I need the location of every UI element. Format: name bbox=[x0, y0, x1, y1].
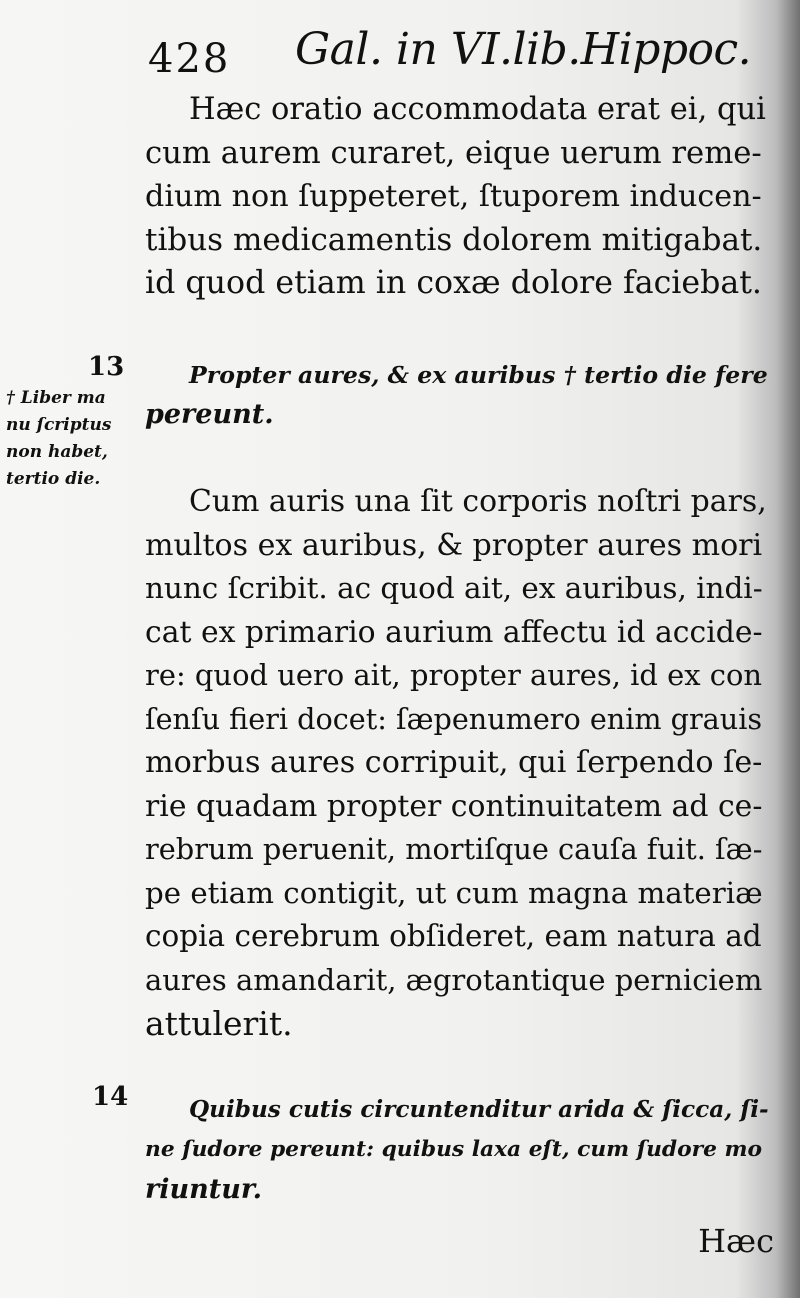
text-line: multos ex auribus, & propter aures mori bbox=[145, 527, 763, 563]
aphorism-13-text bbox=[145, 355, 775, 435]
text-line: copia cerebrum obſideret, eam natura ad bbox=[145, 919, 762, 953]
text-line: riuntur. bbox=[145, 1174, 262, 1205]
running-title: Gal. in VI.lib.Hippoc. bbox=[295, 24, 752, 75]
text-line: id quod etiam in coxæ dolore faciebat. bbox=[145, 265, 762, 301]
text-line: Hæc oratio accommodata erat ei, qui bbox=[189, 92, 766, 127]
text-line: attulerit. bbox=[145, 1004, 293, 1043]
text-line: pe etiam contigit, ut cum magna materiæ bbox=[145, 875, 763, 910]
note-line: † Liber ma bbox=[6, 388, 106, 408]
aphorism-number-13: 13 bbox=[88, 352, 125, 382]
text-line: tibus medicamentis dolorem mitigabat. bbox=[145, 221, 763, 258]
text-line: ſenſu fieri docet: ſæpenumero enim grauis bbox=[145, 701, 763, 736]
marginal-note bbox=[6, 385, 136, 493]
text-line: nunc ſcribit. ac quod ait, ex auribus, indi- bbox=[145, 571, 763, 605]
aphorism-14-text bbox=[145, 1090, 775, 1210]
text-line: rebrum peruenit, mortiſque cauſa fuit. ſæ- bbox=[145, 832, 763, 866]
text-line: cat ex primario aurium affectu id accide- bbox=[145, 614, 763, 650]
text-line: Quibus cutis circuntenditur arida & ſicca, ſi- bbox=[189, 1096, 769, 1123]
text-line: aures amandarit, ægrotantique perniciem bbox=[145, 962, 763, 997]
text-line: morbus aures corripuit, qui ſerpendo ſe- bbox=[145, 745, 763, 780]
text-line: Propter aures, & ex auribus † tertio die fere bbox=[189, 361, 768, 389]
text-line: rie quadam propter continuitatem ad ce- bbox=[145, 788, 763, 824]
commentary-paragraph-2 bbox=[145, 480, 775, 1046]
text-line: Cum auris una ſit corporis noſtri pars, bbox=[189, 484, 767, 519]
catchword: Hæc bbox=[698, 1222, 774, 1260]
note-line: tertio die. bbox=[6, 469, 101, 489]
text-line: pereunt. bbox=[145, 399, 274, 430]
aphorism-number-14: 14 bbox=[92, 1082, 129, 1112]
note-line: nu ſcriptus bbox=[6, 415, 112, 435]
text-line: re: quod uero ait, propter aures, id ex con bbox=[145, 658, 763, 692]
text-line: cum aurem curaret, eique uerum reme- bbox=[145, 135, 762, 171]
page-header bbox=[140, 18, 780, 88]
text-line: ne ſudore pereunt: quibus laxa eſt, cum ſudore mo bbox=[145, 1137, 763, 1162]
text-line: dium non ſuppeteret, ſtuporem inducen- bbox=[145, 179, 762, 214]
page-number: 428 bbox=[148, 36, 231, 82]
commentary-paragraph-1 bbox=[145, 88, 775, 306]
note-line: non habet, bbox=[6, 442, 108, 462]
